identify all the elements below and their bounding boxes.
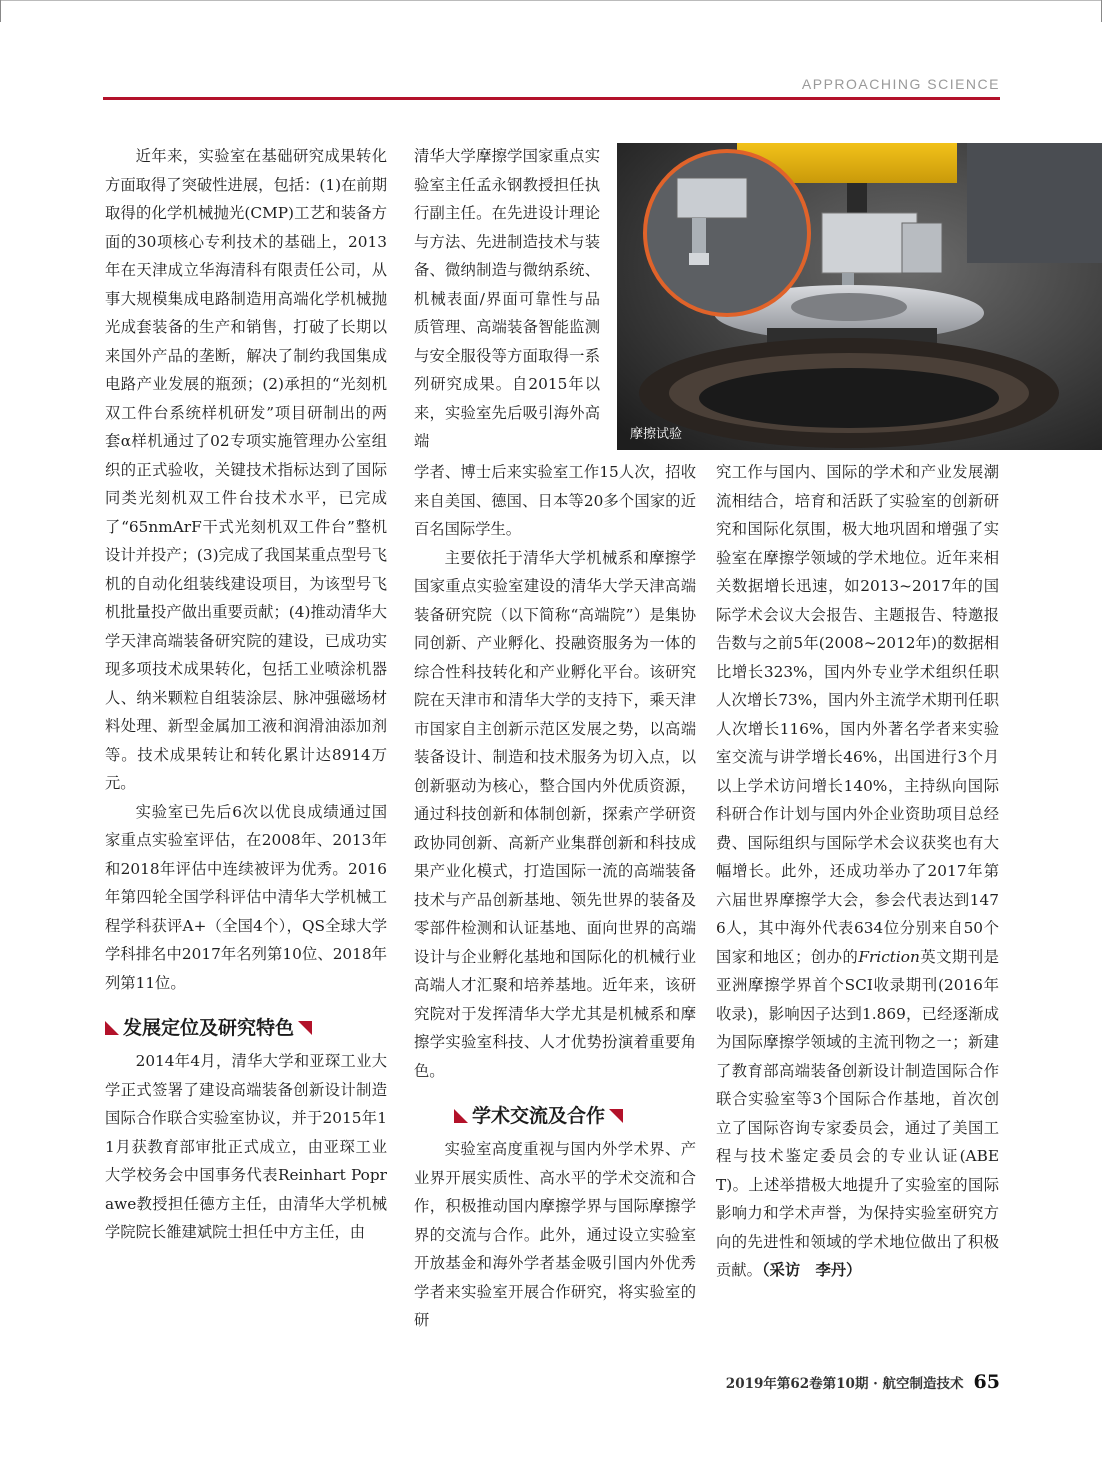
text-run: 究工作与国内、国际的学术和产业发展潮流相结合，培育和活跃了实验室的创新研究和国际化氛围，极大地巩固和增强了实验室在摩擦学领域的学术地位。近年来相关数据增长迅速，如2013~2017年的国际学术会议大会报告、主题报告、特邀报告数与之前5年(2008~2012年)的数据相比增长323%，国内外专业学术组织任职人次增长73%，国内外主流学术期刊任职人次增长116%，国内外著名学者来实验室交流与讲学增长46%，出国进行3个月以上学术访问增长140%，主持纵向国际科研合作计划与国内外企业资助项目总经费、国际组织与国际学术会议获奖也有大幅增长。此外，还成功举办了2017年第六届世界摩擦学大会，参会代表达到1476人，其中海外代表634位分别来自50个国家和地区；创办的 xyxy=(716,463,999,966)
section-heading-exchange xyxy=(454,1099,696,1133)
photo-caption: 摩擦试验 xyxy=(630,427,683,442)
text-run: 英文期刊是亚洲摩擦学界首个SCI收录期刊(2016年收录)，影响因子达到1.869，已经逐渐成为国际摩擦学领域的主流刊物之一；新建了教育部高端装备创新设计制造国际合作联合实验室等3个国际合作基地，首次创立了国际咨询专家委员会，通过了美国工程与技术鉴定委员会的专业认证(ABET)。上述举措极大地提升了实验室的国际影响力和学术声誉，为保持实验室研究方向的先进性和领域的学术地位做出了积极贡献。 xyxy=(716,947,999,1279)
journal-title: Friction xyxy=(858,947,920,966)
journal-issue: 2019年第62卷第10期 · 航空制造技术 xyxy=(725,1376,964,1392)
crop-mark-left xyxy=(0,0,1,22)
heading-triangle-left-icon xyxy=(105,1021,119,1035)
paragraph: 清华大学摩擦学国家重点实验室主任孟永钢教授担任执行副主任。在先进设计理论与方法、先进制造技术与装备、微纳制造与微纳系统、机械表面/界面可靠性与品质管理、高端装备智能监测与安全服役等方面取得一系列研究成果。自2015年以来，实验室先后吸引海外高端 xyxy=(414,147,600,450)
column-2-top xyxy=(414,142,600,456)
heading-triangle-right-icon xyxy=(298,1021,312,1035)
header-rule xyxy=(103,97,1000,100)
column-2-bottom xyxy=(414,458,696,1335)
byline: （采访 李丹） xyxy=(761,1261,862,1279)
paragraph: 实验室已先后6次以优良成绩通过国家重点实验室评估，在2008年、2013年和2018年评估中连续被评为优秀。2016年第四轮全国学科评估中清华大学机械工程学科获评A+（全国4个），QS全球大学学科排名中2017年名列第10位、2018年列第11位。 xyxy=(105,802,387,992)
section-heading-text: 学术交流及合作 xyxy=(472,1104,606,1127)
column-3 xyxy=(716,458,999,1285)
paragraph: 学者、博士后来实验室工作15人次，招收来自美国、德国、日本等20多个国家的近百名国际学生。 xyxy=(414,463,696,538)
friction-test-image xyxy=(617,143,1102,450)
paragraph xyxy=(716,458,999,1285)
paragraph: 实验室高度重视与国内外学术界、产业界开展实质性、高水平的学术交流和合作，积极推动国内摩擦学界与国际摩擦学界的交流与合作。此外，通过设立实验室开放基金和海外学者基金吸引国内外优秀学者来实验室开展合作研究，将实验室的研 xyxy=(414,1140,696,1329)
page-number: 65 xyxy=(973,1371,1000,1393)
page-top-edge xyxy=(0,0,1102,1)
paragraph: 近年来，实验室在基础研究成果转化方面取得了突破性进展，包括：(1)在前期取得的化学机械抛光(CMP)工艺和装备方面的30项核心专利技术的基础上，2013年在天津成立华海清科有限责任公司，从事大规模集成电路制造用高端化学机械抛光成套装备的生产和销售，打破了长期以来国外产品的垄断，解决了制约我国集成电路产业发展的瓶颈；(2)承担的“光刻机双工件台系统样机研发”项目研制出的两套α样机通过了02专项实施管理办公室组织的正式验收，关键技术指标达到了国际同类光刻机双工件台技术水平，已完成了“65nmArF干式光刻机双工件台”整机设计并投产；(3)完成了我国某重点型号飞机的自动化组装线建设项目，为该型号飞机批量投产做出重要贡献；(4)推动清华大学天津高端装备研究院的建设，已成功实现多项技术成果转化，包括工业喷涂机器人、纳米颗粒自组装涂层、脉冲强磁场材料处理、新型金属加工液和润滑油添加剂等。技术成果转让和转化累计达8914万元。 xyxy=(105,147,387,792)
friction-test-photo xyxy=(617,143,1102,450)
heading-triangle-right-icon xyxy=(609,1109,623,1123)
section-heading-text: 发展定位及研究特色 xyxy=(123,1016,295,1039)
page-footer xyxy=(600,1371,1000,1393)
column-1 xyxy=(105,142,387,1247)
section-header-label: APPROACHING SCIENCE xyxy=(801,76,1000,92)
section-heading-development xyxy=(105,1011,387,1045)
heading-triangle-left-icon xyxy=(454,1109,468,1123)
paragraph: 2014年4月，清华大学和亚琛工业大学正式签署了建设高端装备创新设计制造国际合作联合实验室协议，并于2015年11月获教育部审批正式成立，由亚琛工业大学校务会中国事务代表Reinhart Poprawe教授担任德方主任，由清华大学机械学院院长雒建斌院士担任中方主任，由 xyxy=(105,1052,387,1241)
paragraph: 主要依托于清华大学机械系和摩擦学国家重点实验室建设的清华大学天津高端装备研究院（以下简称“高端院”）是集协同创新、产业孵化、投融资服务为一体的综合性科技转化和产业孵化平台。该研究院在天津市和清华大学的支持下，乘天津市国家自主创新示范区发展之势，以高端装备设计、制造和技术服务为切入点，以创新驱动为核心，整合国内外优质资源，通过科技创新和体制创新，探索产学研资政协同创新、高新产业集群创新和科技成果产业化模式，打造国际一流的高端装备技术与产品创新基地、领先世界的装备及零部件检测和认证基地、面向世界的高端设计与企业孵化基地和国际化的机械行业高端人才汇聚和培养基地。近年来，该研究院对于发挥清华大学尤其是机械系和摩擦学实验室科技、人才优势扮演着重要角色。 xyxy=(414,548,696,1080)
